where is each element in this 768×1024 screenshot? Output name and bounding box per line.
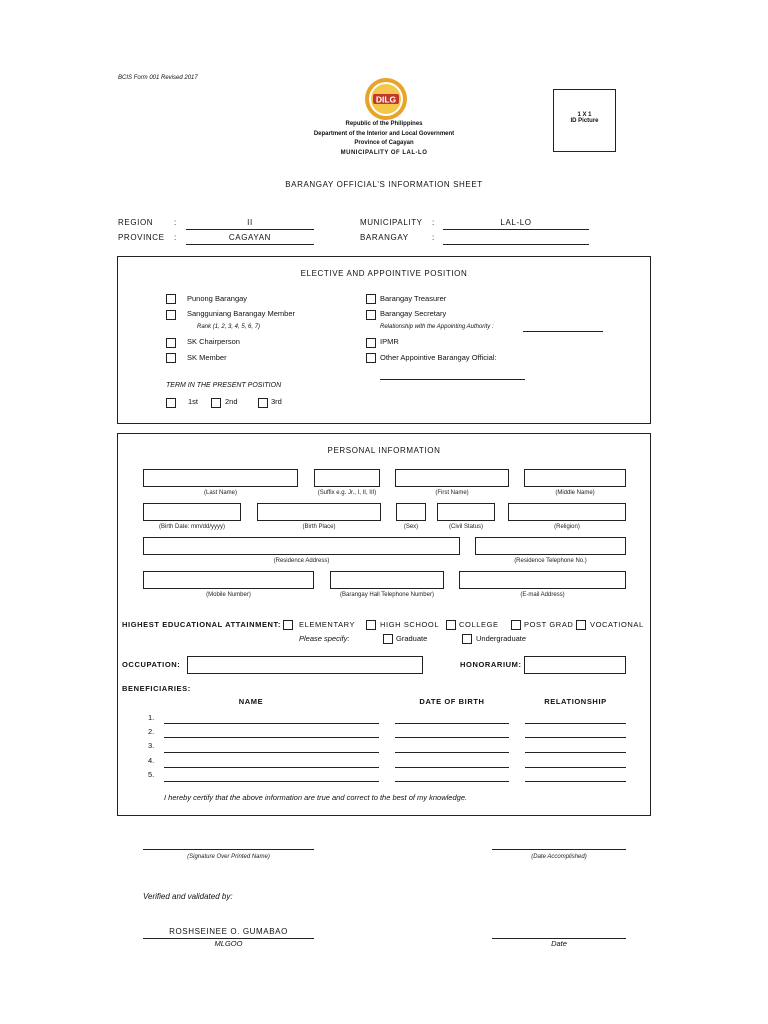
beneficiary-row-number: 3. <box>148 741 155 750</box>
position-heading: ELECTIVE AND APPOINTIVE POSITION <box>300 269 468 278</box>
religion-field[interactable] <box>508 503 626 521</box>
svg-text:DILG: DILG <box>375 94 397 105</box>
term-label: TERM IN THE PRESENT POSITION <box>166 382 282 389</box>
graduate-checkbox[interactable] <box>383 634 393 644</box>
residence-tel-caption: (Residence Telephone No.) <box>514 558 587 564</box>
id-picture-label: ID Picture <box>570 118 599 124</box>
high-school-checkbox[interactable] <box>366 620 376 630</box>
honorarium-label: HONORARIUM: <box>460 660 522 669</box>
occupation-label: OCCUPATION: <box>122 660 181 669</box>
please-specify-label: Please specify: <box>299 634 350 643</box>
punong-checkbox[interactable] <box>166 294 176 304</box>
term-2nd-label: 2nd <box>225 397 238 406</box>
honorarium-field[interactable] <box>524 656 626 674</box>
first-name-field[interactable] <box>395 469 509 487</box>
date-accomplished-caption: (Date Accomplished) <box>531 854 587 860</box>
hall-tel-caption: (Barangay Hall Telephone Number) <box>340 592 434 598</box>
municipality-line <box>443 229 589 230</box>
barangay-line <box>443 244 589 245</box>
term-3rd-checkbox[interactable] <box>258 398 268 408</box>
beneficiaries-name-header: NAME <box>238 697 264 706</box>
secretary-checkbox[interactable] <box>366 310 376 320</box>
officer-name: ROSHSEINEE O. GUMABAO <box>169 927 288 936</box>
sanggunian-label: Sangguniang Barangay Member <box>187 309 295 318</box>
id-picture-size: 1 X 1 <box>577 112 592 118</box>
middle-name-caption: (Middle Name) <box>555 490 595 496</box>
ipmr-label: IPMR <box>380 337 399 346</box>
residence-address-caption: (Residence Address) <box>273 558 330 564</box>
personal-heading: PERSONAL INFORMATION <box>327 446 441 455</box>
beneficiary-name-line[interactable] <box>164 767 379 768</box>
treasurer-label: Barangay Treasurer <box>380 294 447 303</box>
beneficiary-row-number: 4. <box>148 756 155 765</box>
post-grad-label: POST GRAD <box>524 620 574 629</box>
birth-place-field[interactable] <box>257 503 381 521</box>
signature-caption: (Signature Over Printed Name) <box>187 854 270 860</box>
relationship-line[interactable] <box>523 331 603 332</box>
hall-tel-field[interactable] <box>330 571 444 589</box>
region-line <box>186 229 314 230</box>
header-block <box>264 120 504 158</box>
id-picture-box[interactable] <box>553 89 616 152</box>
birth-place-caption: (Birth Place) <box>302 524 336 530</box>
sex-caption: (Sex) <box>403 524 419 530</box>
beneficiary-rel-line[interactable] <box>525 737 626 738</box>
signature-line[interactable] <box>143 849 314 850</box>
sk-member-label: SK Member <box>187 353 227 362</box>
header-province: Province of Cagayan <box>354 140 414 146</box>
municipality-value[interactable]: LAL-LO <box>500 218 532 227</box>
region-value[interactable]: II <box>247 218 253 227</box>
beneficiaries-label: BENEFICIARIES: <box>122 684 191 693</box>
header-republic: Republic of the Philippines <box>345 121 423 127</box>
suffix-caption: (Suffix e.g. Jr., I, II, III) <box>317 490 377 496</box>
ipmr-checkbox[interactable] <box>366 338 376 348</box>
beneficiary-rel-line[interactable] <box>525 723 626 724</box>
header-department: Department of the Interior and Local Government <box>313 130 455 137</box>
province-line <box>186 244 314 245</box>
beneficiary-row-number: 2. <box>148 727 155 736</box>
other-official-checkbox[interactable] <box>366 353 376 363</box>
suffix-field[interactable] <box>314 469 380 487</box>
date-accomplished-line[interactable] <box>492 849 626 850</box>
high-school-label: HIGH SCHOOL <box>380 620 440 629</box>
beneficiary-name-line[interactable] <box>164 752 379 753</box>
term-3rd-label: 3rd <box>271 397 282 406</box>
province-colon: : <box>174 233 177 242</box>
barangay-label: BARANGAY <box>360 233 409 242</box>
sanggunian-checkbox[interactable] <box>166 310 176 320</box>
college-checkbox[interactable] <box>446 620 456 630</box>
undergraduate-label: Undergraduate <box>476 634 527 643</box>
sk-member-checkbox[interactable] <box>166 353 176 363</box>
term-1st-checkbox[interactable] <box>166 398 176 408</box>
officer-date-label: Date <box>551 939 567 948</box>
middle-name-field[interactable] <box>524 469 626 487</box>
region-colon: : <box>174 218 177 227</box>
other-official-label: Other Appointive Barangay Official: <box>380 353 497 362</box>
certification-text: I hereby certify that the above information are true and correct to the best of my knowledge. <box>164 793 468 802</box>
vocational-label: VOCATIONAL <box>590 620 644 629</box>
sex-field[interactable] <box>396 503 426 521</box>
residence-address-field[interactable] <box>143 537 460 555</box>
province-value[interactable]: CAGAYAN <box>228 233 272 242</box>
beneficiary-name-line[interactable] <box>164 737 379 738</box>
form-code: BCIS Form 001 Revised 2017 <box>118 75 198 81</box>
officer-title: MLGOO <box>214 939 243 948</box>
religion-caption: (Religion) <box>554 524 580 530</box>
treasurer-checkbox[interactable] <box>366 294 376 304</box>
beneficiaries-rel-header: RELATIONSHIP <box>544 697 607 706</box>
beneficiary-dob-line[interactable] <box>395 723 509 724</box>
last-name-caption: (Last Name) <box>203 490 237 496</box>
relationship-label: Relationship with the Appointing Authority : <box>380 324 494 330</box>
punong-label: Punong Barangay <box>187 294 248 303</box>
graduate-label: Graduate <box>396 634 428 643</box>
first-name-caption: (First Name) <box>435 490 469 496</box>
province-label: PROVINCE <box>118 233 165 242</box>
beneficiary-rel-line[interactable] <box>525 767 626 768</box>
municipality-colon: : <box>432 218 435 227</box>
beneficiary-dob-line[interactable] <box>395 781 509 782</box>
college-label: COLLEGE <box>459 620 499 629</box>
last-name-field[interactable] <box>143 469 298 487</box>
sk-chair-label: SK Chairperson <box>187 337 240 346</box>
beneficiary-row-number: 1. <box>148 713 155 722</box>
beneficiary-row-number: 5. <box>148 770 155 779</box>
mobile-caption: (Mobile Number) <box>206 592 251 598</box>
beneficiary-rel-line[interactable] <box>525 752 626 753</box>
vocational-checkbox[interactable] <box>576 620 586 630</box>
undergraduate-checkbox[interactable] <box>462 634 472 644</box>
beneficiary-name-line[interactable] <box>164 781 379 782</box>
beneficiary-dob-line[interactable] <box>395 767 509 768</box>
residence-tel-field[interactable] <box>475 537 626 555</box>
elementary-label: ELEMENTARY <box>299 620 356 629</box>
other-official-line[interactable] <box>380 379 525 380</box>
birth-date-caption: (Birth Date: mm/dd/yyyy) <box>158 524 225 530</box>
page-title: BARANGAY OFFICIAL'S INFORMATION SHEET <box>285 180 483 189</box>
post-grad-checkbox[interactable] <box>511 620 521 630</box>
elementary-checkbox[interactable] <box>283 620 293 630</box>
beneficiaries-dob-header: DATE OF BIRTH <box>419 697 485 706</box>
beneficiary-name-line[interactable] <box>164 723 379 724</box>
civil-status-caption: (Civil Status) <box>448 524 483 530</box>
mobile-field[interactable] <box>143 571 314 589</box>
barangay-colon: : <box>432 233 435 242</box>
municipality-label: MUNICIPALITY <box>360 218 423 227</box>
verified-label: Verified and validated by: <box>143 892 233 901</box>
region-label: REGION <box>118 218 154 227</box>
beneficiary-dob-line[interactable] <box>395 737 509 738</box>
email-field[interactable] <box>459 571 626 589</box>
civil-status-field[interactable] <box>437 503 495 521</box>
secretary-label: Barangay Secretary <box>380 309 447 318</box>
dilg-logo <box>364 77 408 121</box>
beneficiary-rel-line[interactable] <box>525 781 626 782</box>
birth-date-field[interactable] <box>143 503 241 521</box>
sk-chair-checkbox[interactable] <box>166 338 176 348</box>
education-label: HIGHEST EDUCATIONAL ATTAINMENT: <box>122 620 282 629</box>
email-caption: (E-mail Address) <box>520 592 565 598</box>
term-1st-label: 1st <box>188 397 199 406</box>
rank-label: Rank (1, 2, 3, 4, 5, 6, 7) <box>197 324 261 330</box>
beneficiary-dob-line[interactable] <box>395 752 509 753</box>
term-2nd-checkbox[interactable] <box>211 398 221 408</box>
occupation-field[interactable] <box>187 656 423 674</box>
header-municipality: MUNICIPALITY OF LAL-LO <box>340 149 428 156</box>
